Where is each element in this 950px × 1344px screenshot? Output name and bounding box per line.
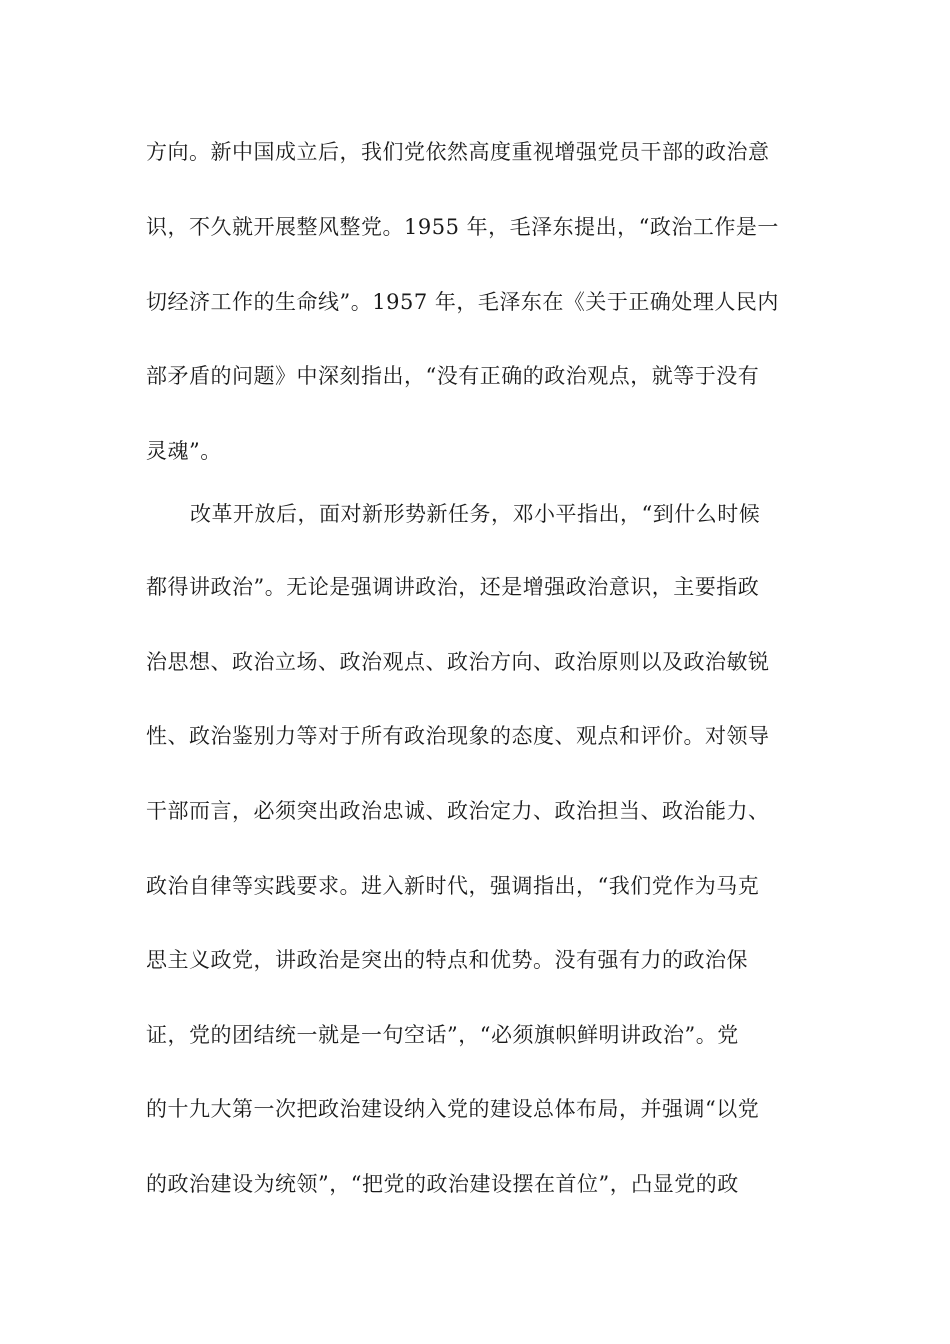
text-line: 识，不久就开展整风整党。1955 年，毛泽东提出，“政治工作是一 (146, 215, 779, 239)
text-line: 治思想、政治立场、政治观点、政治方向、政治原则以及政治敏锐 (146, 650, 770, 674)
paragraph-first-line: 改革开放后，面对新形势新任务，邓小平指出，“到什么时候 (190, 502, 761, 526)
text-line: 切经济工作的生命线”。1957 年，毛泽东在《关于正确处理人民内 (146, 290, 779, 314)
text-line: 干部而言，必须突出政治忠诚、政治定力、政治担当、政治能力、 (146, 799, 770, 823)
text-line: 灵魂”。 (146, 439, 222, 463)
text-line: 性、政治鉴别力等对于所有政治现象的态度、观点和评价。对领导 (146, 724, 770, 748)
text-line: 证，党的团结统一就是一句空话”，“必须旗帜鲜明讲政治”。党 (146, 1023, 739, 1047)
text-line: 部矛盾的问题》中深刻指出，“没有正确的政治观点，就等于没有 (146, 364, 760, 388)
text-line: 的政治建设为统领”，“把党的政治建设摆在首位”，凸显党的政 (146, 1172, 739, 1196)
text-line: 政治自律等实践要求。进入新时代，强调指出，“我们党作为马克 (146, 874, 760, 898)
text-line: 的十九大第一次把政治建设纳入党的建设总体布局，并强调“以党 (146, 1097, 760, 1121)
text-line: 思主义政党，讲政治是突出的特点和优势。没有强有力的政治保 (146, 948, 748, 972)
text-line: 方向。新中国成立后，我们党依然高度重视增强党员干部的政治意 (146, 140, 770, 164)
text-line: 都得讲政治”。无论是强调讲政治，还是增强政治意识，主要指政 (146, 575, 760, 599)
